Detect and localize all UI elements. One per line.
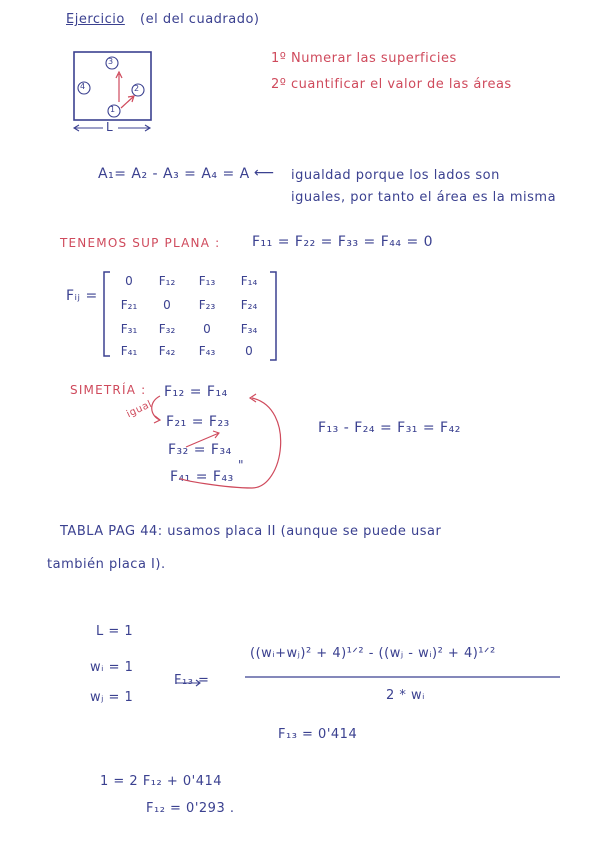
plane-label: TENEMOS SUP PLANA :	[60, 236, 221, 250]
areas-note-line1: igualdad porque los lados son	[291, 168, 500, 183]
plane-equation: F₁₁ = F₂₂ = F₃₃ = F₄₄ = 0	[252, 234, 434, 250]
surface-number-4: 4	[80, 82, 86, 91]
given-wi: wᵢ = 1	[90, 660, 134, 675]
formula-lhs: F₁₃ =	[174, 673, 210, 688]
matrix-cell: F₁₂	[158, 274, 176, 288]
matrix-cell: F₄₂	[158, 344, 176, 358]
matrix-cell: 0	[245, 344, 253, 358]
matrix-cell: F₃₁	[120, 322, 138, 336]
areas-equation: A₁= A₂ - A₃ = A₄ = A	[98, 166, 250, 182]
sum-equation: 1 = 2 F₁₂ + 0'414	[100, 774, 223, 789]
exercise-title: Ejercicio	[66, 12, 125, 27]
areas-note-line2: iguales, por tanto el área es la misma	[291, 190, 557, 205]
formula-denominator: 2 * wᵢ	[386, 688, 425, 703]
table-line-2: también placa I).	[47, 557, 166, 572]
symmetry-line-4: F₄₁ = F₄₃	[170, 469, 234, 485]
exercise-subtitle: (el del cuadrado)	[140, 12, 260, 27]
symmetry-line-3: F₃₂ = F₃₄	[168, 442, 232, 458]
surface-number-2: 2	[134, 84, 140, 93]
symmetry-right-equation: F₁₃ - F₂₄ = F₃₁ = F₄₂	[318, 420, 461, 436]
given-L: L = 1	[96, 624, 134, 639]
arrow-left-icon: ⟵	[254, 165, 275, 181]
symmetry-line-1: F₁₂ = F₁₄	[164, 384, 228, 400]
matrix-cell: F₄₃	[198, 344, 216, 358]
matrix-cell: F₁₃	[198, 274, 216, 288]
symmetry-line-2: F₂₁ = F₂₃	[166, 414, 230, 430]
ditto-mark: "	[238, 458, 245, 472]
matrix-cell: F₂₄	[240, 298, 258, 312]
matrix-label: Fᵢⱼ =	[66, 288, 98, 304]
table-line-1: TABLA PAG 44: usamos placa II (aunque se puede usar	[60, 524, 442, 539]
matrix-cell: F₃₄	[240, 322, 258, 336]
formula-numerator: ((wᵢ+wⱼ)² + 4)¹ᐟ² - ((wⱼ - wᵢ)² + 4)¹ᐟ²	[250, 646, 496, 661]
matrix-cell: F₂₃	[198, 298, 216, 312]
symmetry-label: SIMETRÍA :	[70, 383, 147, 397]
dimension-label: L	[106, 120, 114, 134]
matrix-cell: F₂₁	[120, 298, 138, 312]
given-wj: wⱼ = 1	[90, 690, 134, 705]
surface-number-1: 1	[110, 105, 116, 114]
matrix-cell: F₄₁	[120, 344, 138, 358]
igual-note: igual	[124, 398, 154, 421]
matrix-cell: 0	[163, 298, 171, 312]
step-1: 1º Numerar las superficies	[271, 51, 457, 66]
matrix-cell: F₁₄	[240, 274, 258, 288]
final-result: F₁₂ = 0'293 .	[146, 801, 235, 816]
surface-number-3: 3	[108, 57, 114, 66]
result-F13: F₁₃ = 0'414	[278, 727, 358, 742]
step-2: 2º cuantificar el valor de las áreas	[271, 77, 512, 92]
matrix-cell: 0	[125, 274, 133, 288]
matrix-cell: F₃₂	[158, 322, 176, 336]
matrix-cell: 0	[203, 322, 211, 336]
